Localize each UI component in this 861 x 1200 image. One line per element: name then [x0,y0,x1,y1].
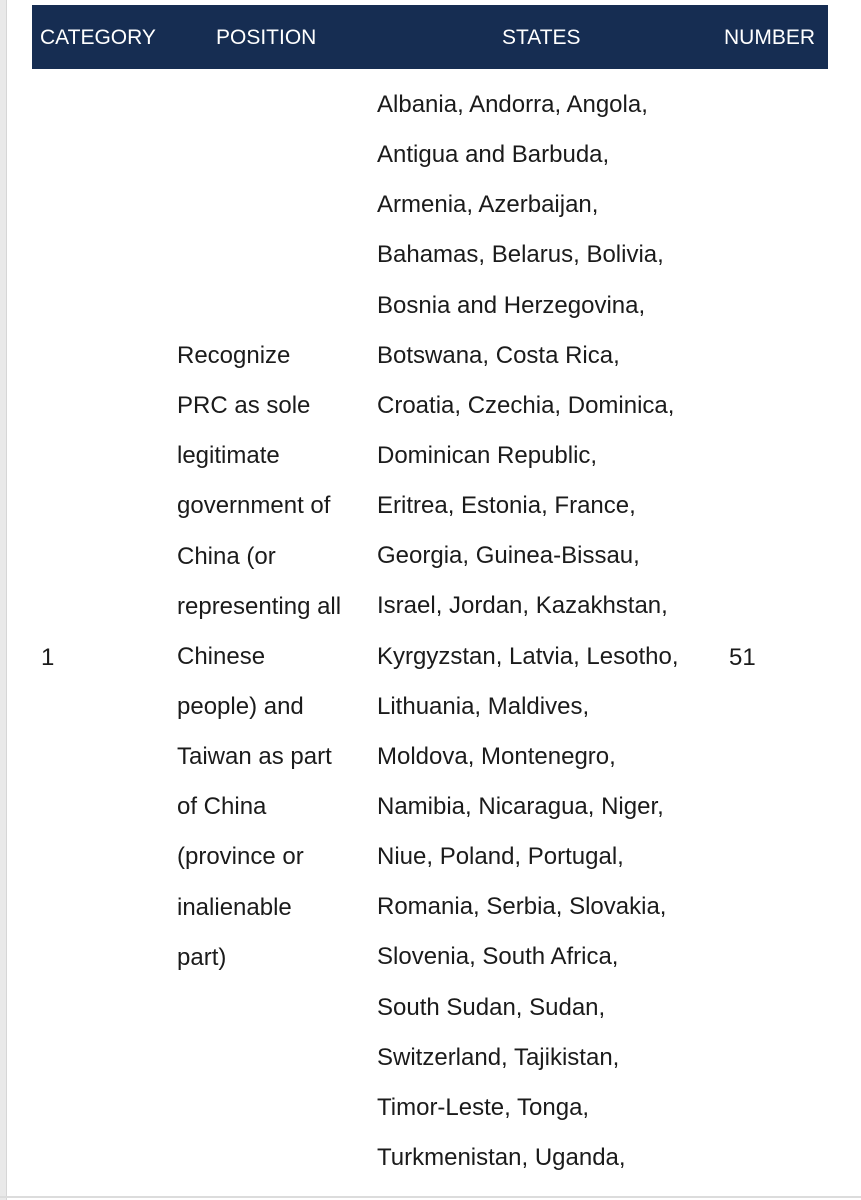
position-cell [177,331,341,983]
position-line: Taiwan as part [177,743,332,771]
states-line: Niue, Poland, Portugal, [377,843,624,871]
states-line: Antigua and Barbuda, [377,141,610,169]
states-line: Dominican Republic, [377,441,598,469]
states-line: Moldova, Montenegro, [377,742,616,770]
position-line: China (or [177,542,276,570]
states-line: Lithuania, Maldives, [377,692,590,720]
header-position: POSITION [216,26,317,49]
position-line: PRC as sole [177,392,311,420]
header-number: NUMBER [724,26,816,49]
position-line: (province or [177,843,304,871]
position-line: legitimate [177,442,280,470]
position-line: Chinese [177,642,266,670]
states-line: Armenia, Azerbaijan, [377,191,599,219]
states-line: Kyrgyzstan, Latvia, Lesotho, [377,642,679,670]
position-line: inalienable [177,893,292,921]
states-line: Bahamas, Belarus, Bolivia, [377,241,664,269]
states-line: Israel, Jordan, Kazakhstan, [377,592,668,620]
position-line: part) [177,943,227,971]
states-line: Bosnia and Herzegovina, [377,291,646,319]
header-category: CATEGORY [40,26,156,49]
states-line: Eritrea, Estonia, France, [377,492,636,520]
header-states: STATES [502,26,581,49]
states-line: Namibia, Nicaragua, Niger, [377,792,664,820]
states-line: Croatia, Czechia, Dominica, [377,391,675,419]
table-header [32,5,828,69]
position-line: people) and [177,692,304,720]
states-line: South Sudan, Sudan, [377,993,606,1021]
position-line: Recognize [177,342,291,369]
states-line: Romania, Serbia, Slovakia, [377,893,667,921]
left-edge-divider [6,0,7,1200]
position-line: government of [177,492,331,520]
states-cell [377,80,679,1183]
states-line: Slovenia, South Africa, [377,943,619,971]
states-line: Albania, Andorra, Angola, [377,91,648,118]
states-line: Timor-Leste, Tonga, [377,1093,590,1121]
position-line: of China [177,793,267,821]
category-cell: 1 [41,644,55,671]
states-line: Turkmenistan, Uganda, [377,1143,626,1171]
states-line: Switzerland, Tajikistan, [377,1043,620,1071]
states-line: Botswana, Costa Rica, [377,341,620,369]
position-line: representing all [177,592,342,620]
bottom-divider [0,1196,861,1198]
number-cell: 51 [729,644,756,671]
states-line: Georgia, Guinea-Bissau, [377,542,640,570]
